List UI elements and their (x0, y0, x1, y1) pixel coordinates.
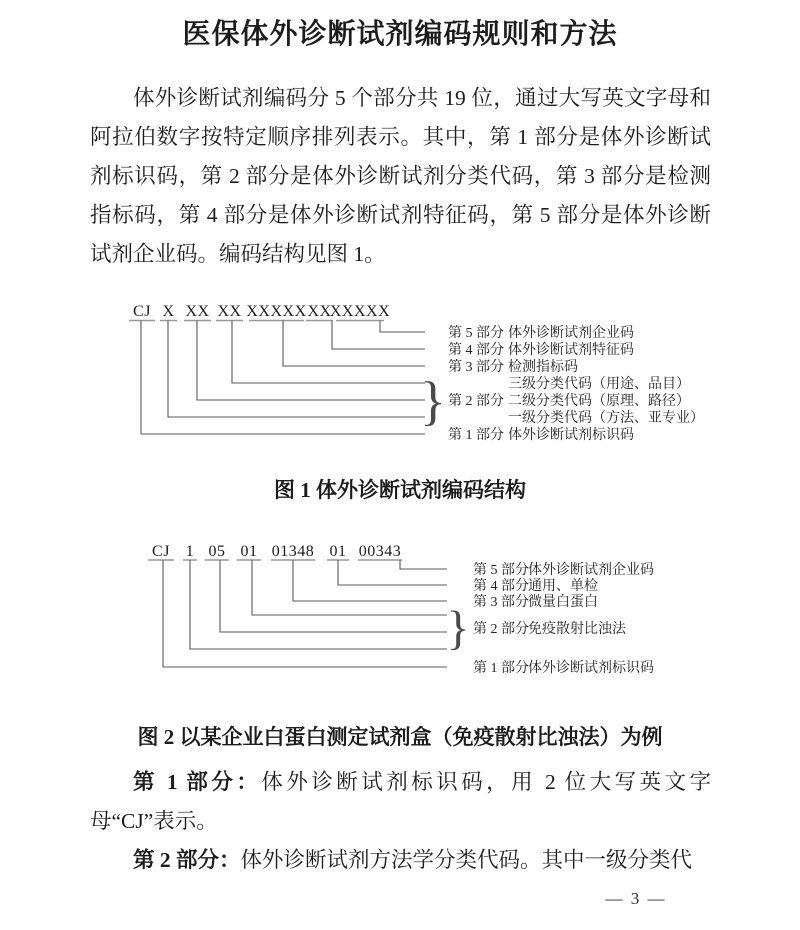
figure1-label-desc: 二级分类代码（原理、路径） (508, 394, 690, 409)
figure1-code-group: XXXXX (329, 303, 391, 320)
figure2-label-desc: 体外诊断试剂企业码 (528, 563, 654, 578)
figure1-label-part: 第 5 部分 (448, 326, 504, 341)
figure2-code-group: 1 (185, 543, 195, 560)
figure2-code-group: 00343 (358, 543, 402, 560)
part2-brace: } (446, 601, 470, 655)
figure1-code-group: CJ (133, 303, 151, 320)
figure1-label-part: 第 3 部分 (448, 360, 504, 375)
figure2-diagram (0, 540, 800, 690)
part1-lead: 第 1 部分： (133, 770, 262, 794)
figure2-label-desc: 免疫散射比浊法 (528, 622, 626, 637)
figure1-label-part: 第 4 部分 (448, 343, 504, 358)
figure1-code-group: XX (307, 303, 332, 320)
figure1-label-desc: 体外诊断试剂特征码 (508, 343, 634, 358)
part2-lead: 第 2 部分： (133, 848, 241, 872)
part2-text: 体外诊断试剂方法学分类代码。其中一级分类代 (240, 848, 693, 872)
figure2-code-group: 01348 (271, 543, 315, 560)
connector-line (332, 321, 425, 350)
part2-brace: } (420, 371, 446, 431)
parts-paragraph-block (90, 763, 711, 880)
figure1-diagram (0, 298, 800, 456)
connector-line (283, 321, 425, 367)
figure1-label-part: 第 2 部分 (448, 394, 504, 409)
figure2-label-desc: 通用、单检 (528, 579, 598, 594)
figure1-label-desc: 体外诊断试剂标识码 (508, 428, 634, 443)
figure2-label-part: 第 5 部分 (473, 563, 529, 578)
figure1-label-desc: 体外诊断试剂企业码 (508, 326, 634, 341)
part1-paragraph (90, 763, 711, 841)
intro-paragraph-block (90, 79, 711, 274)
figure2-code-group: 01 (240, 543, 258, 560)
figure1-code-group: XX (185, 303, 210, 320)
figure2-label-desc: 微量白蛋白 (528, 595, 598, 610)
figure1-caption: 图 1 体外诊断试剂编码结构 (274, 478, 526, 502)
connector-line (163, 560, 447, 667)
figure2-label-desc: 体外诊断试剂标识码 (528, 661, 654, 676)
figure1-label-part: 第 1 部分 (448, 428, 504, 443)
connector-line (400, 560, 447, 569)
connector-line (232, 321, 425, 384)
figure1-code-group: XX (217, 303, 242, 320)
figure2-label-part: 第 1 部分 (473, 661, 529, 676)
connector-line (380, 321, 425, 333)
connector-line (220, 560, 447, 632)
intro-paragraph: 体外诊断试剂编码分 5 个部分共 19 位，通过大写英文字母和阿拉伯数字按特定顺序排列表示。其中，第 1 部分是体外诊断试剂标识码，第 2 部分是体外诊断试剂分类代码，第 3 部分是检测指标码，第 4 部分是体外诊断试剂特征码，第 5 部分是体外诊断试剂企业码。编码结构见图 1。 (90, 86, 711, 266)
page-title: 医保体外诊断试剂编码规则和方法 (182, 19, 618, 50)
figure2-code-group: CJ (152, 543, 170, 560)
figure2-caption: 图 2 以某企业白蛋白测定试剂盒（免疫散射比浊法）为例 (137, 725, 663, 749)
figure1-label-desc: 三级分类代码（用途、品目） (508, 377, 690, 392)
figure2-label-part: 第 2 部分 (473, 622, 529, 637)
figure2-label-part: 第 3 部分 (473, 595, 529, 610)
connector-line (252, 560, 447, 615)
connector-line (293, 560, 447, 601)
page-number: — 3 — (605, 889, 667, 908)
figure1-code-group: XXXXX (246, 303, 307, 320)
figure2-code-group: 01 (329, 543, 347, 560)
part1-text: 体外诊断试剂标识码，用 2 位大写英文字母“CJ”表示。 (90, 770, 711, 833)
figure2-label-part: 第 4 部分 (473, 579, 529, 594)
part2-paragraph (90, 841, 711, 880)
figure1-label-desc: 检测指标码 (508, 360, 578, 375)
figure1-label-desc: 一级分类代码（方法、亚专业） (508, 411, 704, 426)
figure1-code-group: X (162, 303, 175, 320)
connector-line (338, 560, 447, 585)
connector-line (168, 321, 425, 418)
figure2-code-group: 05 (208, 543, 226, 560)
connector-line (190, 560, 447, 649)
